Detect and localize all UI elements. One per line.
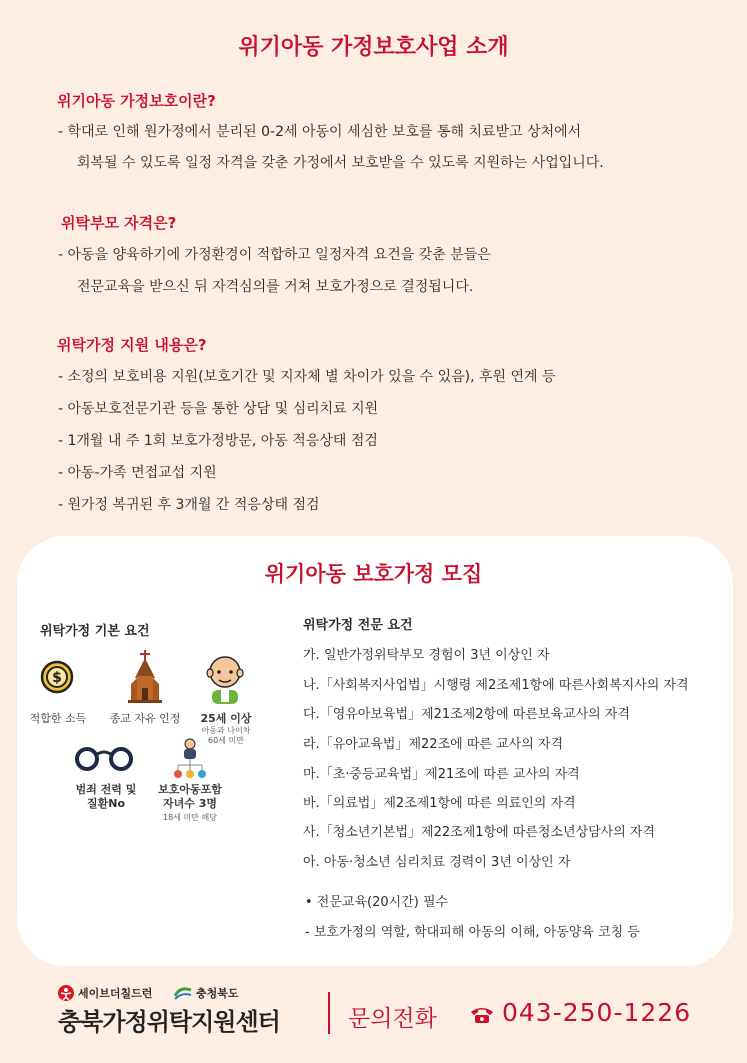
- definition-line: - 학대로 인해 원가정에서 분리된 0-2세 아동이 세심한 보호를 통해 치료받고 상처에서: [58, 124, 582, 140]
- basic-item-label: 보호아동포함 자녀수 3명: [158, 783, 222, 810]
- phone-icon: [470, 1006, 494, 1024]
- support-line: - 1개월 내 주 1회 보호가정방문, 아동 적응상태 점검: [58, 433, 378, 449]
- definition-line: 회복될 수 있도록 일정 자격을 갖춘 가정에서 보호받을 수 있도록 지원하는 사업입니다.: [77, 155, 604, 171]
- basic-item-label: 25세 이상: [200, 712, 252, 725]
- recruit-title: 위기아동 보호가정 모집: [264, 562, 483, 586]
- expert-requirement: 나.「사회복지사업법」시행령 제2조제1항에 따른사회복지사의 자격: [303, 678, 689, 693]
- handcuffs-icon: [74, 745, 134, 773]
- org1-label: 세이브더칠드런: [78, 987, 153, 1000]
- family-icon: [172, 738, 208, 782]
- section-heading-support: 위탁가정 지원 내용은?: [57, 336, 207, 354]
- phone-label: 문의전화: [348, 1006, 437, 1032]
- basic-item-note: 아동과 나이차 60세 미만: [201, 726, 251, 745]
- org-chungbuk: [174, 985, 239, 1001]
- section-heading-qualification: 위탁부모 자격은?: [61, 214, 177, 232]
- support-line: - 아동-가족 면접교섭 지원: [58, 465, 217, 481]
- svg-text:$: $: [52, 670, 62, 686]
- training-content-note: - 보호가정의 역할, 학대피해 아동의 이해, 아동양육 코칭 등: [305, 925, 640, 940]
- basic-requirements-heading: 위탁가정 기본 요건: [40, 624, 150, 639]
- basic-item-note: 18세 미만 해당: [163, 813, 217, 822]
- support-line: - 소정의 보호비용 지원(보호기간 및 지자체 별 차이가 있을 수 있음), 후원 연계 등: [58, 369, 556, 385]
- church-icon: [128, 650, 162, 704]
- support-line: - 아동보호전문기관 등을 통한 상담 및 심리치료 지원: [58, 401, 379, 417]
- basic-item-label: 적합한 소득: [29, 712, 87, 725]
- footer-divider: [328, 992, 330, 1034]
- expert-requirement: 가. 일반가정위탁부모 경험이 3년 이상인 자: [303, 648, 550, 663]
- qualification-line: 전문교육을 받으신 뒤 자격심의를 거쳐 보호가정으로 결정됩니다.: [77, 279, 474, 295]
- org2-label: 충청북도: [196, 987, 239, 1000]
- expert-requirement: 라.「유아교육법」제22조에 따른 교사의 자격: [303, 737, 563, 752]
- basic-item-label: 범죄 전력 및 질환No: [75, 783, 137, 810]
- chungbuk-logo-icon: [174, 986, 192, 1000]
- expert-requirements-heading: 위탁가정 전문 요건: [303, 618, 413, 633]
- coin-icon: [40, 660, 74, 694]
- expert-requirement: 마.「초·중등교육법」제21조에 따른 교사의 자격: [303, 767, 580, 782]
- phone-number[interactable]: 043-250-1226: [502, 998, 692, 1027]
- savethechildren-logo-icon: [58, 985, 74, 1001]
- page-title: 위기아동 가정보호사업 소개: [238, 35, 509, 60]
- section-heading-definition: 위기아동 가정보호이란?: [57, 92, 216, 110]
- org-savethechildren: [58, 985, 152, 1001]
- expert-requirement: 아. 아동·청소년 심리치료 경력이 3년 이상인 자: [303, 855, 571, 870]
- elder-icon: [206, 652, 244, 704]
- support-line: - 원가정 복귀된 후 3개월 간 적응상태 점검: [58, 497, 320, 513]
- basic-item-label: 종교 자유 인정: [109, 712, 181, 725]
- expert-requirement: 바.「의료법」제2조제1항에 따른 의료인의 자격: [303, 796, 576, 811]
- qualification-line: - 아동을 양육하기에 가정환경이 적합하고 일정자격 요건을 갖춘 분들은: [58, 247, 491, 263]
- expert-requirement: 사.「청소년기본법」제22조제1항에 따른청소년상담사의 자격: [303, 825, 656, 840]
- expert-requirement: 다.「영유아보육법」제21조제2항에 따른보육교사의 자격: [303, 707, 630, 722]
- training-required-note: • 전문교육(20시간) 필수: [305, 895, 449, 910]
- center-name: 충북가정위탁지원센터: [58, 1008, 280, 1036]
